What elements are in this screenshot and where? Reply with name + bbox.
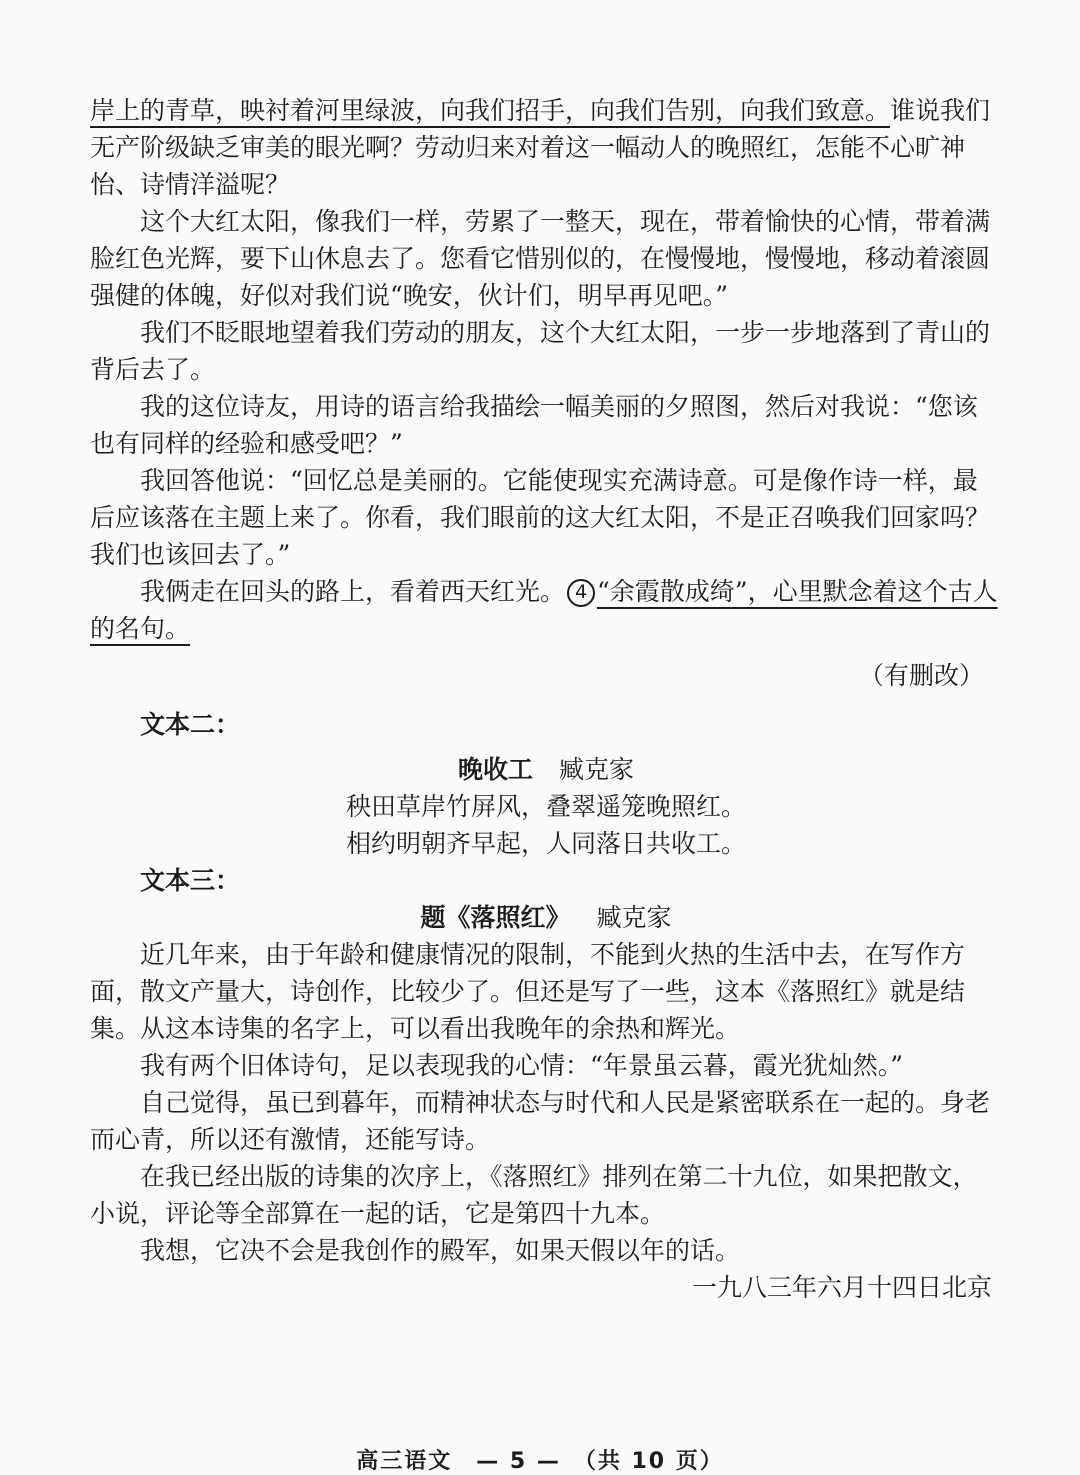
text1-paragraph-2: 这个大红太阳，像我们一样，劳累了一整天，现在，带着愉快的心情，带着满脸红色光辉，要下山休息去了。您看它惜别似的，在慢慢地，慢慢地，移动着滚圆强健的体魄，好似对我们说“晚安，伙计们，明早再见吧。” <box>90 207 991 310</box>
underlined-phrase: “余霞散成绮”，心里默念着这个古人的名句。 <box>90 577 998 643</box>
poem-line-1: 秧田草岸竹屏风，叠翠遥笼晚照红。 <box>345 792 746 821</box>
essay-title: 题《落照红》 <box>420 903 571 932</box>
text3-paragraph-1: 近几年来，由于年龄和健康情况的限制，不能到火热的生活中去，在写作方面，散文产量大，诗创作，比较少了。但还是写了一些，这本《落照红》就是结集。从这本诗集的名字上，可以看出我晚年的余热和辉光。 <box>90 940 966 1043</box>
text1-paragraph-4: 我的这位诗友，用诗的语言给我描绘一幅美丽的夕照图，然后对我说：“您该也有同样的经验和感受吧？” <box>90 392 978 458</box>
page-content <box>90 92 1002 1306</box>
text1-paragraph-1 <box>90 92 1002 203</box>
text3-paragraph-4: 在我已经出版的诗集的次序上，《落照红》排列在第二十九位，如果把散文，小说，评论等全部算在一起的话，它是第四十九本。 <box>90 1162 978 1228</box>
text3-label: 文本三： <box>140 866 241 895</box>
poem-author: 臧克家 <box>559 755 635 784</box>
essay-title-line <box>90 899 1002 936</box>
text3-paragraph-5: 我想，它决不会是我创作的殿军，如果天假以年的话。 <box>140 1236 741 1265</box>
circled-number-marker: 4 <box>567 579 595 607</box>
text3-paragraph-3: 自己觉得，虽已到暮年，而精神状态与时代和人民是紧密联系在一起的。身老而心青，所以还有激情，还能写诗。 <box>90 1088 991 1154</box>
essay-date: 一九八三年六月十四日北京 <box>691 1273 992 1302</box>
underlined-phrase: 岸上的青草，映衬着河里绿波，向我们招手，向我们告别，向我们致意。 <box>90 96 891 125</box>
poem-title: 晚收工 <box>457 755 533 784</box>
text1-paragraph-3: 我们不眨眼地望着我们劳动的朋友，这个大红太阳，一步一步地落到了青山的背后去了。 <box>90 318 991 384</box>
text3-paragraph-2: 我有两个旧体诗句，足以表现我的心情：“年景虽云暮，霞光犹灿然。” <box>140 1051 904 1080</box>
text1-paragraph-5: 我回答他说：“回忆总是美丽的。它能使现实充满诗意。可是像作诗一样，最后应该落在主题上来了。你看，我们眼前的这大红太阳，不是正召唤我们回家吗？我们也该回去了。” <box>90 466 991 569</box>
poem-line-2: 相约明朝齐早起，人同落日共收工。 <box>345 829 746 858</box>
poem-title-line <box>90 751 1002 788</box>
edit-note: （有删改） <box>858 661 984 690</box>
page-footer: 高三语文 — 5 — （共 10 页） <box>356 1449 724 1474</box>
text1-paragraph-6 <box>90 573 1002 647</box>
essay-author: 臧克家 <box>596 903 672 932</box>
text2-label: 文本二： <box>140 710 241 739</box>
paragraph-text: 谁说我们无产阶级缺乏审美的眼光啊？劳动归来对着这一幅动人的晚照红，怎能不心旷神怡、诗情洋溢呢？ <box>90 96 991 199</box>
paragraph-text: 我俩走在回头的路上，看着西天红光。 <box>140 577 566 606</box>
